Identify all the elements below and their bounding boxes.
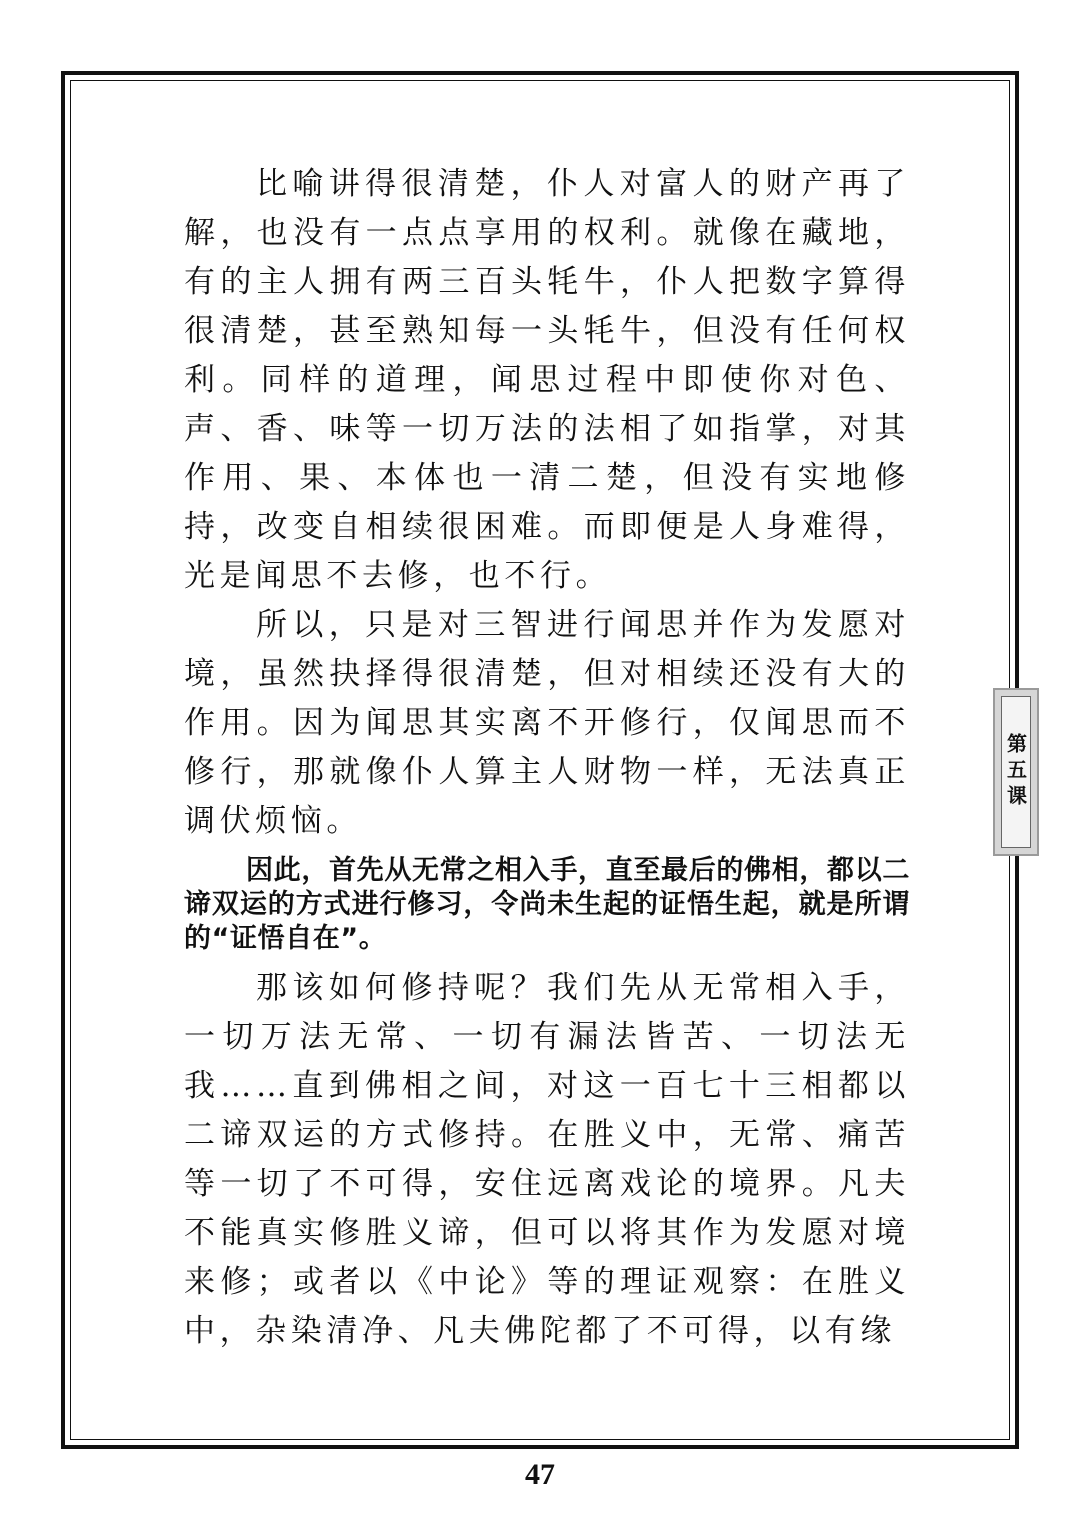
- paragraph-4: 那该如何修持呢？我们先从无常相入手，一切万法无常、一切有漏法皆苦、一切法无我……直到佛相之间，对这一百七十三相都以二谛双运的方式修持。在胜义中，无常、痛苦等一切了不可得，安住远离戏论的境界。凡夫不能真实修胜义谛，但可以将其作为发愿对境来修；或者以《中论》等的理证观察：在胜义中，杂染清净、凡夫佛陀都了不可得，以有缘: [184, 970, 910, 1349]
- paragraph-3-bold: 因此，首先从无常之相入手，直至最后的佛相，都以二谛双运的方式进行修习，令尚未生起的证悟生起，就是所谓的“证悟自在”。: [184, 855, 910, 954]
- paragraph-1: 比喻讲得很清楚，仆人对富人的财产再了解，也没有一点点享用的权利。就像在藏地，有的主人拥有两三百头牦牛，仆人把数字算得很清楚，甚至熟知每一头牦牛，但没有任何权利。同样的道理，闻思过程中即使你对色、声、香、味等一切万法的法相了如指掌，对其作用、果、本体也一清二楚，但没有实地修持，改变自相续很困难。而即便是人身难得，光是闻思不去修，也不行。: [184, 166, 910, 594]
- lesson-side-tab: [993, 688, 1039, 856]
- paragraph-2: 所以，只是对三智进行闻思并作为发愿对境，虽然抉择得很清楚，但对相续还没有大的作用。因为闻思其实离不开修行，仅闻思而不修行，那就像仆人算主人财物一样，无法真正调伏烦恼。: [184, 607, 910, 839]
- lesson-label: 第五课: [1003, 733, 1028, 811]
- lesson-side-tab-inner: [1001, 696, 1031, 848]
- body-text: [184, 160, 910, 1356]
- page-number: 47: [525, 1458, 555, 1491]
